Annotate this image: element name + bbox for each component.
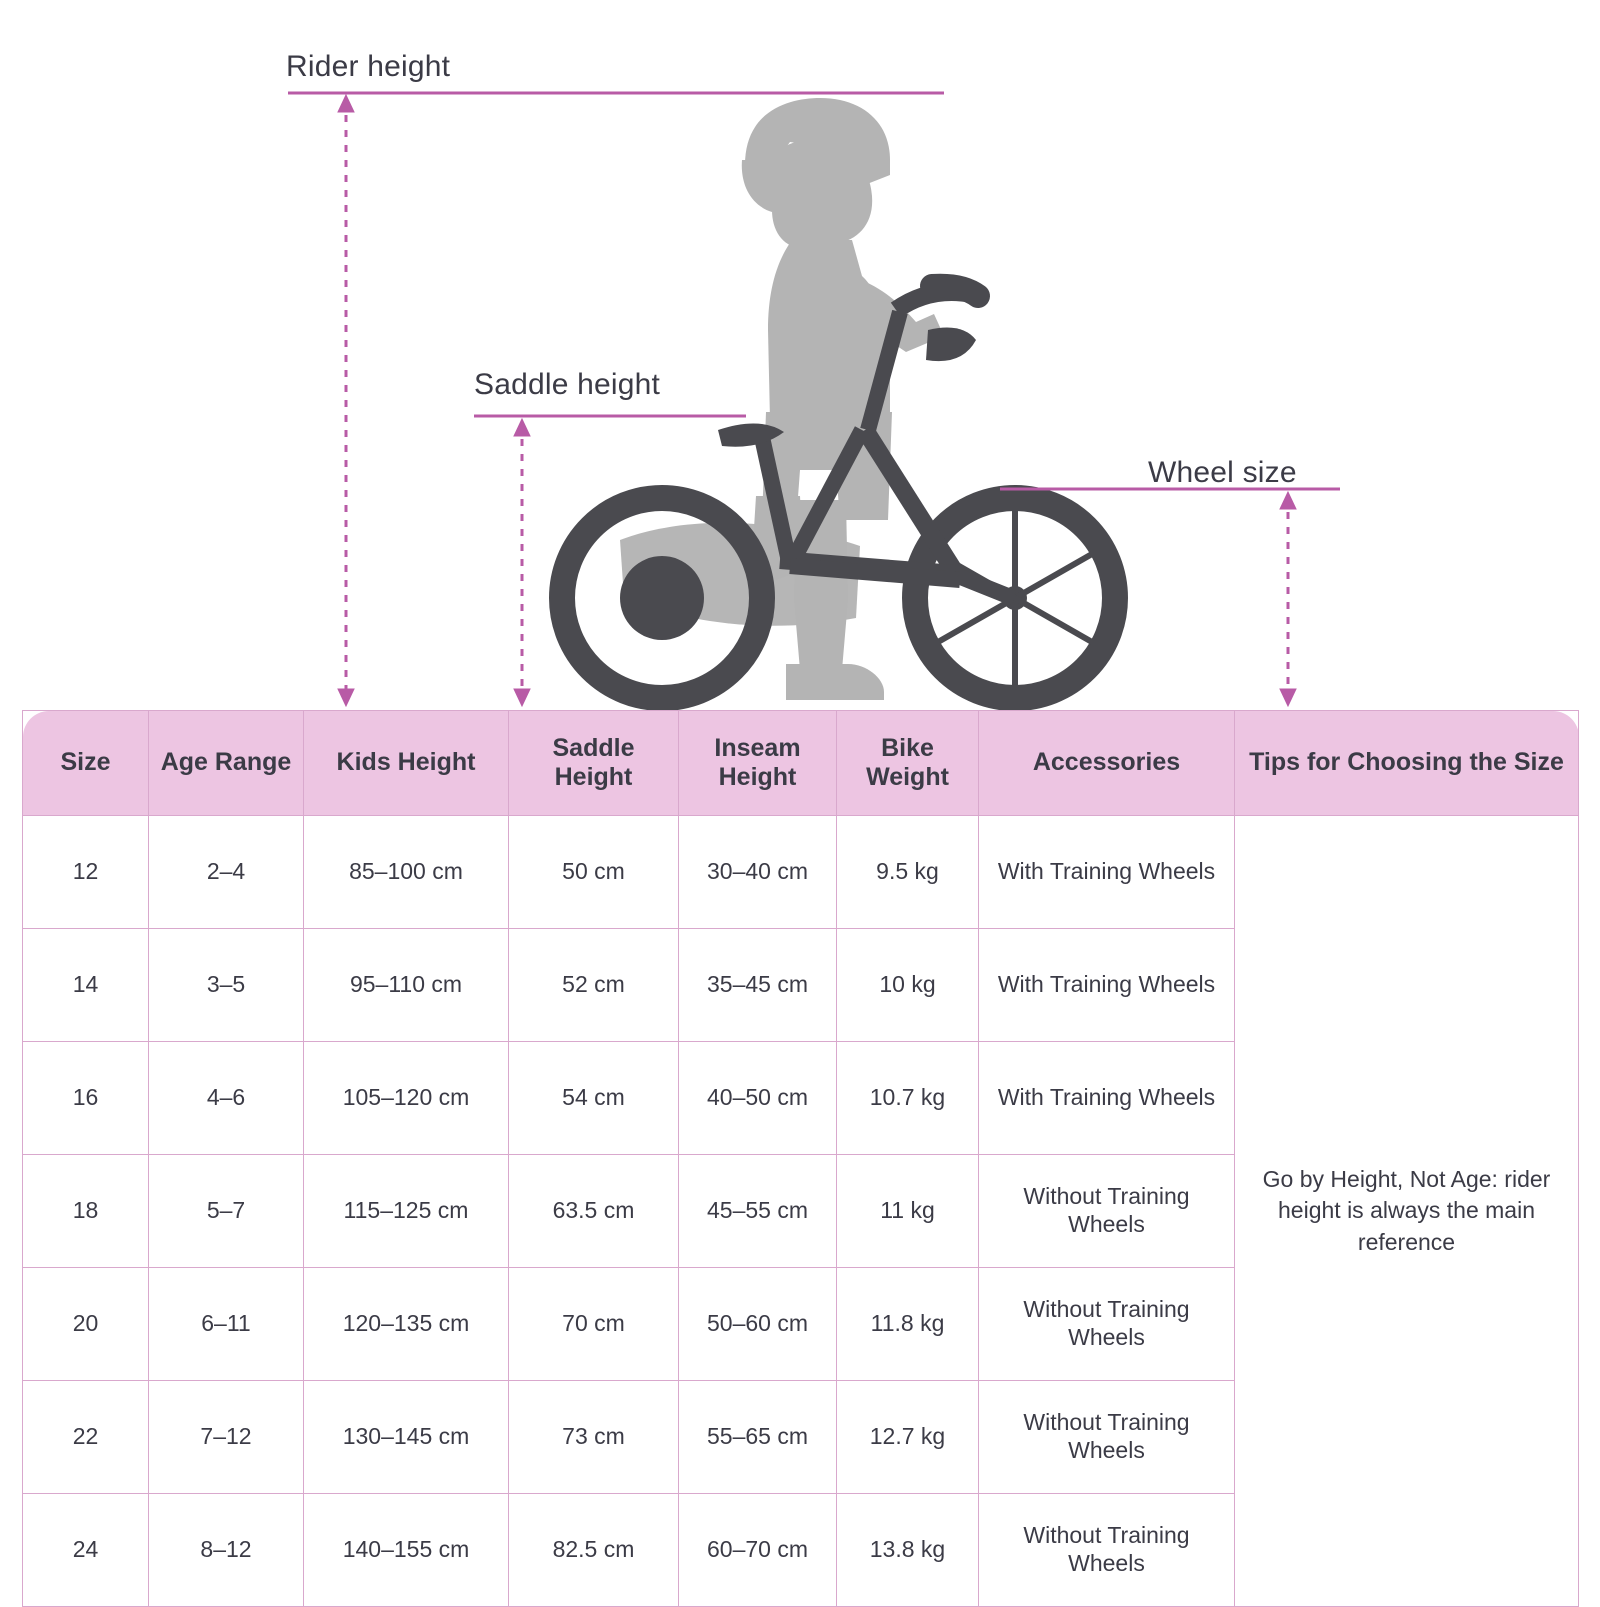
cell-age: 4–6 [149,1042,304,1155]
cell-saddle-height: 63.5 cm [509,1155,679,1268]
cell-inseam-height: 40–50 cm [679,1042,837,1155]
cell-age: 7–12 [149,1381,304,1494]
cell-inseam-height: 30–40 cm [679,816,837,929]
cell-size: 24 [23,1494,149,1607]
cell-kids-height: 130–145 cm [304,1381,509,1494]
cell-bike-weight: 12.7 kg [837,1381,979,1494]
header-age-range: Age Range [149,711,304,816]
cell-saddle-height: 73 cm [509,1381,679,1494]
cell-age: 6–11 [149,1268,304,1381]
header-kids-height: Kids Height [304,711,509,816]
header-saddle-height: Saddle Height [509,711,679,816]
cell-size: 20 [23,1268,149,1381]
table-header-row [23,711,1579,816]
saddle-height-label: Saddle height [474,368,661,401]
illustration-svg [0,0,1600,720]
cell-accessories: Without Training Wheels [979,1381,1235,1494]
header-bike-weight: Bike Weight [837,711,979,816]
cell-kids-height: 95–110 cm [304,929,509,1042]
cell-tips: Go by Height, Not Age: rider height is always the main reference [1235,816,1579,1607]
header-inseam-height: Inseam Height [679,711,837,816]
cell-bike-weight: 13.8 kg [837,1494,979,1607]
cell-size: 18 [23,1155,149,1268]
cell-bike-weight: 10 kg [837,929,979,1042]
cell-age: 5–7 [149,1155,304,1268]
cell-kids-height: 140–155 cm [304,1494,509,1607]
cell-saddle-height: 52 cm [509,929,679,1042]
rider-height-label: Rider height [286,50,451,83]
cell-saddle-height: 54 cm [509,1042,679,1155]
cell-accessories: With Training Wheels [979,816,1235,929]
header-accessories: Accessories [979,711,1235,816]
cell-accessories: With Training Wheels [979,929,1235,1042]
cell-size: 12 [23,816,149,929]
cell-bike-weight: 11 kg [837,1155,979,1268]
cell-kids-height: 85–100 cm [304,816,509,929]
cell-kids-height: 105–120 cm [304,1042,509,1155]
bike-sizing-illustration [0,0,1600,720]
cell-kids-height: 120–135 cm [304,1268,509,1381]
cell-inseam-height: 35–45 cm [679,929,837,1042]
header-size: Size [23,711,149,816]
cell-size: 22 [23,1381,149,1494]
cell-age: 2–4 [149,816,304,929]
cell-saddle-height: 70 cm [509,1268,679,1381]
cell-saddle-height: 50 cm [509,816,679,929]
cell-inseam-height: 50–60 cm [679,1268,837,1381]
header-tips: Tips for Choosing the Size [1235,711,1579,816]
cell-size: 14 [23,929,149,1042]
bike-size-table [22,710,1579,1607]
chainring [620,556,704,640]
cell-inseam-height: 55–65 cm [679,1381,837,1494]
cell-bike-weight: 11.8 kg [837,1268,979,1381]
cell-bike-weight: 10.7 kg [837,1042,979,1155]
cell-inseam-height: 60–70 cm [679,1494,837,1607]
cell-accessories: With Training Wheels [979,1042,1235,1155]
table-row [23,816,1579,929]
cell-age: 8–12 [149,1494,304,1607]
cell-accessories: Without Training Wheels [979,1268,1235,1381]
cell-size: 16 [23,1042,149,1155]
cell-inseam-height: 45–55 cm [679,1155,837,1268]
cell-saddle-height: 82.5 cm [509,1494,679,1607]
wheel-size-label: Wheel size [1148,456,1297,489]
cell-bike-weight: 9.5 kg [837,816,979,929]
cell-accessories: Without Training Wheels [979,1494,1235,1607]
cell-kids-height: 115–125 cm [304,1155,509,1268]
cell-age: 3–5 [149,929,304,1042]
cell-accessories: Without Training Wheels [979,1155,1235,1268]
